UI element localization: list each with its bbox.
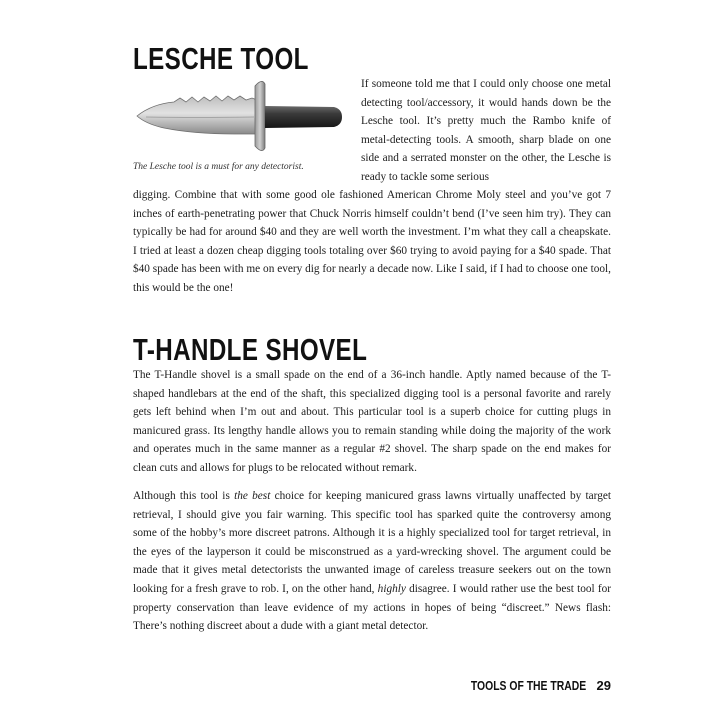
emphasis-the-best: the best	[234, 490, 271, 502]
text-run: disagree. I would rather use the best tool for property conservation than leave evidence of my actions in hopes of being “discreet.” News flash: There’s nothing discreet about a dude with a giant metal detector.	[133, 582, 611, 633]
paragraph-lesche-continued: digging. Combine that with some good ole fashioned American Chrome Moly steel and you’ve got 7 inches of earth-penetrating power that Chuck Norris himself couldn’t bend (I’ve seen him try). They can typically be had for around $40 and they are well worth the investment. I’m what they call a cheapskate. I tried at least a dozen cheap digging tools totaling over $60 trying to avoid paying for a $40 spade. That $40 spade has been with me on every dig for nearly a decade now. Like I said, if I had to choose one tool, this would be the one!	[133, 189, 611, 294]
paragraph-t-handle-warning	[133, 487, 611, 636]
emphasis-highly: highly	[377, 582, 406, 595]
page-footer	[442, 678, 611, 693]
page-number: 29	[596, 678, 611, 693]
lesche-knife-image	[134, 76, 344, 156]
section-heading-lesche-tool: LESCHE TOOL	[133, 41, 309, 76]
section-heading-t-handle-shovel: T-HANDLE SHOVEL	[133, 332, 368, 367]
paragraph-lesche-wrap: If someone told me that I could only choose one metal detecting tool/accessory, it would hands down be the Lesche tool. It’s pretty much the Rambo knife of metal-detecting tools. A smooth, sharp blade on one side and a serrated monster on the other, the Lesche is ready to tackle some serious	[361, 78, 611, 183]
running-footer-title: TOOLS OF THE TRADE	[471, 678, 587, 693]
text-run: choice for keeping manicured grass lawns virtually unaffected by target retrieval, I should give you fair warning. This specific tool has sparked quite the controversy among some of the hobby’s more discreet patrons. Although it is a highly specialized tool for target retrieval, in the eyes of the layperson it could be misconstrued as a yard-wrecking shovel. The argument could be made that it gives metal detectorists the unwanted image of careless treasure seekers out on the town looking for a fresh grave to rob. I, on the other hand,	[133, 490, 611, 595]
paragraph-t-handle-intro: The T-Handle shovel is a small spade on the end of a 36-inch handle. Aptly named because of the T-shaped handlebars at the end of the shaft, this specialized digging tool is a personal favorite and rarely gets left behind when I’m out and about. This particular tool is a superb choice for cutting plugs in manicured grass. Its lengthy handle allows you to remain standing while doing the majority of the work and operates much in the same manner as a regular #2 shovel. The sharp spade on the end makes for clean cuts and allows for plugs to be relocated without remark.	[133, 369, 611, 474]
text-run: Although this tool is	[133, 490, 235, 502]
figure-caption: The Lesche tool is a must for any detectorist.	[133, 162, 304, 172]
